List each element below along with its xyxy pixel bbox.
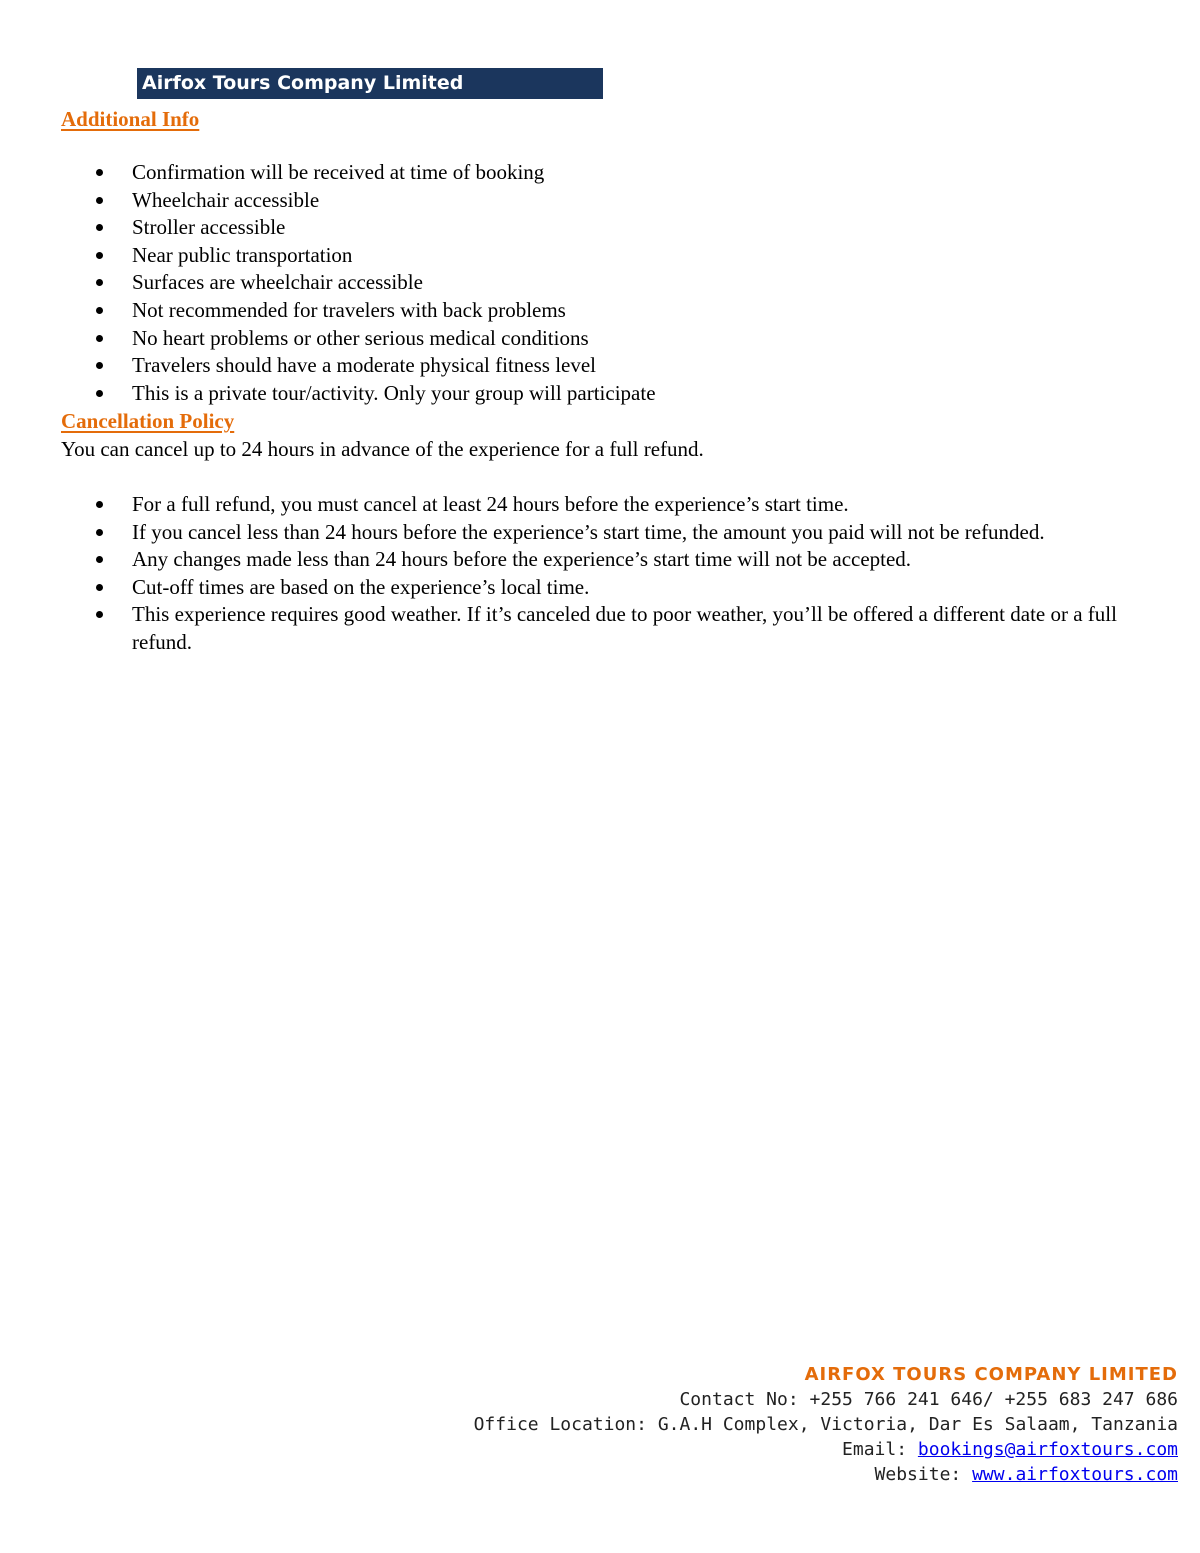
cancellation-policy-list xyxy=(0,491,1132,657)
bullet-icon xyxy=(96,197,103,204)
list-item: Cut-off times are based on the experience’s local time. xyxy=(0,574,1132,602)
list-item: Not recommended for travelers with back problems xyxy=(0,297,656,325)
company-header-bar xyxy=(137,68,603,99)
website-link[interactable]: www.airfoxtours.com xyxy=(972,1464,1178,1485)
bullet-icon xyxy=(96,529,103,536)
email-link[interactable]: bookings@airfoxtours.com xyxy=(917,1439,1178,1460)
additional-info-list xyxy=(0,159,656,407)
office-value: G.A.H Complex, Victoria, Dar Es Salaam, Tanzania xyxy=(657,1414,1178,1435)
bullet-icon xyxy=(96,611,103,618)
footer-office-line xyxy=(474,1412,1178,1437)
list-item: For a full refund, you must cancel at least 24 hours before the experience’s start time. xyxy=(0,491,1132,519)
contact-label: Contact No: xyxy=(679,1389,799,1410)
bullet-icon xyxy=(96,501,103,508)
list-item: Near public transportation xyxy=(0,242,656,270)
cancellation-policy-heading: Cancellation Policy xyxy=(61,409,235,433)
list-item: No heart problems or other serious medical conditions xyxy=(0,325,656,353)
bullet-icon xyxy=(96,556,103,563)
bullet-icon xyxy=(96,169,103,176)
bullet-icon xyxy=(96,362,103,369)
list-item: If you cancel less than 24 hours before the experience’s start time, the amount you paid will not be refunded. xyxy=(0,519,1132,547)
bullet-icon xyxy=(96,252,103,259)
bullet-icon xyxy=(96,307,103,314)
website-label: Website: xyxy=(874,1464,962,1485)
email-label: Email: xyxy=(842,1439,908,1460)
company-header-title: Airfox Tours Company Limited xyxy=(142,72,464,94)
list-item: Confirmation will be received at time of booking xyxy=(0,159,656,187)
additional-info-heading: Additional Info xyxy=(61,107,200,131)
bullet-icon xyxy=(96,335,103,342)
list-item: This experience requires good weather. If it’s canceled due to poor weather, you’ll be offered a different date or a full refund. xyxy=(0,601,1132,656)
office-label: Office Location: xyxy=(473,1414,647,1435)
bullet-icon xyxy=(96,584,103,591)
footer-contact-line xyxy=(474,1387,1178,1412)
bullet-icon xyxy=(96,279,103,286)
footer-company-name: AIRFOX TOURS COMPANY LIMITED xyxy=(804,1364,1178,1385)
list-item: Stroller accessible xyxy=(0,214,656,242)
list-item: Any changes made less than 24 hours before the experience’s start time will not be accepted. xyxy=(0,546,1132,574)
list-item: Travelers should have a moderate physical fitness level xyxy=(0,352,656,380)
footer-email-line xyxy=(474,1437,1178,1462)
contact-value: +255 766 241 646/ +255 683 247 686 xyxy=(809,1389,1178,1410)
list-item: This is a private tour/activity. Only your group will participate xyxy=(0,380,656,408)
footer-contact-block xyxy=(474,1362,1178,1487)
bullet-icon xyxy=(96,390,103,397)
list-item: Surfaces are wheelchair accessible xyxy=(0,269,656,297)
list-item: Wheelchair accessible xyxy=(0,187,656,215)
bullet-icon xyxy=(96,224,103,231)
footer-website-line xyxy=(474,1462,1178,1487)
cancellation-intro: You can cancel up to 24 hours in advance of the experience for a full refund. xyxy=(61,437,704,461)
